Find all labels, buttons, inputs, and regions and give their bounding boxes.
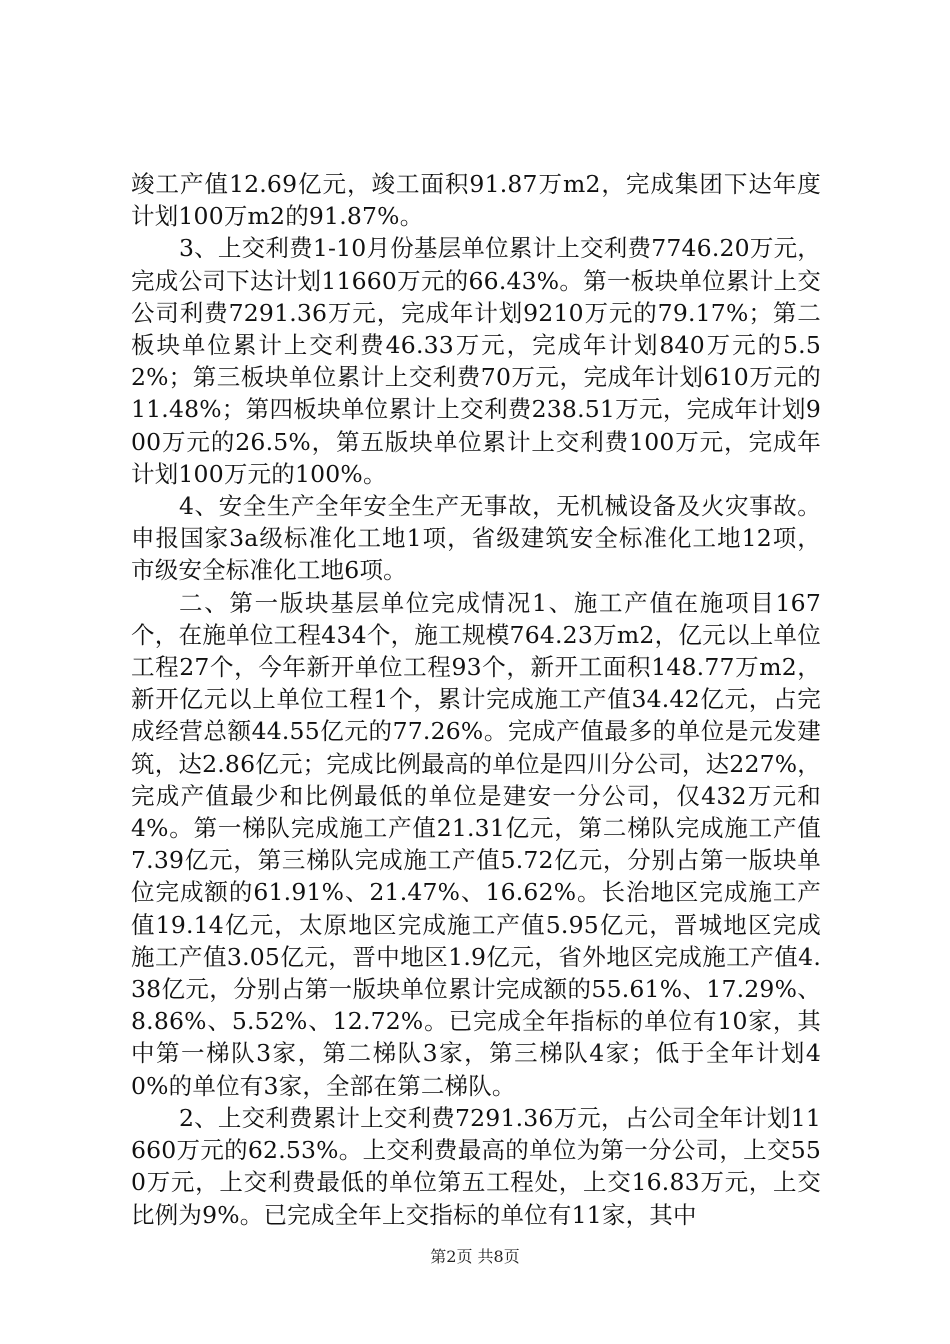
document-body [131, 168, 821, 1231]
paragraph-5: 2、上交利费累计上交利费7291.36万元，占公司全年计划11660万元的62.53%。上交利费最高的单位为第一分公司，上交550万元，上交利费最低的单位第五工程处，上交16.83万元，上交比例为9%。已完成全年上交指标的单位有11家，其中 [131, 1103, 821, 1229]
paragraph-2: 3、上交利费1-10月份基层单位累计上交利费7746.20万元，完成公司下达计划11660万元的66.43%。第一板块单位累计上交公司利费7291.36万元，完成年计划9210万元的79.17%；第二板块单位累计上交利费46.33万元，完成年计划840万元的5.52%；第三板块单位累计上交利费70万元，完成年计划610万元的11.48%；第四板块单位累计上交利费238.51万元，完成年计划900万元的26.5%，第五版块单位累计上交利费100万元，完成年计划100万元的100%。 [131, 234, 821, 488]
paragraph-3: 4、安全生产全年安全生产无事故，无机械设备及火灾事故。申报国家3a级标准化工地1项，省级建筑安全标准化工地12项，市级安全标准化工地6项。 [131, 492, 821, 585]
paragraph-4: 二、第一版块基层单位完成情况1、施工产值在施项目167个，在施单位工程434个，施工规模764.23万m2，亿元以上单位工程27个，今年新开单位工程93个，新开工面积148.77万m2，新开亿元以上单位工程1个，累计完成施工产值34.42亿元，占完成经营总额44.55亿元的77.26%。完成产值最多的单位是元发建筑，达2.86亿元；完成比例最高的单位是四川分公司，达227%，完成产值最少和比例最低的单位是建安一分公司，仅432万元和4%。第一梯队完成施工产值21.31亿元，第二梯队完成施工产值7.39亿元，第三梯队完成施工产值5.72亿元，分别占第一版块单位完成额的61.91%、21.47%、16.62%。长治地区完成施工产值19.14亿元，太原地区完成施工产值5.95亿元，晋城地区完成施工产值3.05亿元，晋中地区1.9亿元，省外地区完成施工产值4.38亿元，分别占第一版块单位累计完成额的55.61%、17.29%、8.86%、5.52%、12.72%。已完成全年指标的单位有10家，其中第一梯队3家，第二梯队3家，第三梯队4家；低于全年计划40%的单位有3家，全部在第二梯队。 [131, 588, 821, 1100]
paragraph-1: 竣工产值12.69亿元，竣工面积91.87万m2，完成集团下达年度计划100万m2的91.87%。 [131, 170, 821, 231]
page-footer: 第2页 共8页 [430, 1247, 520, 1266]
